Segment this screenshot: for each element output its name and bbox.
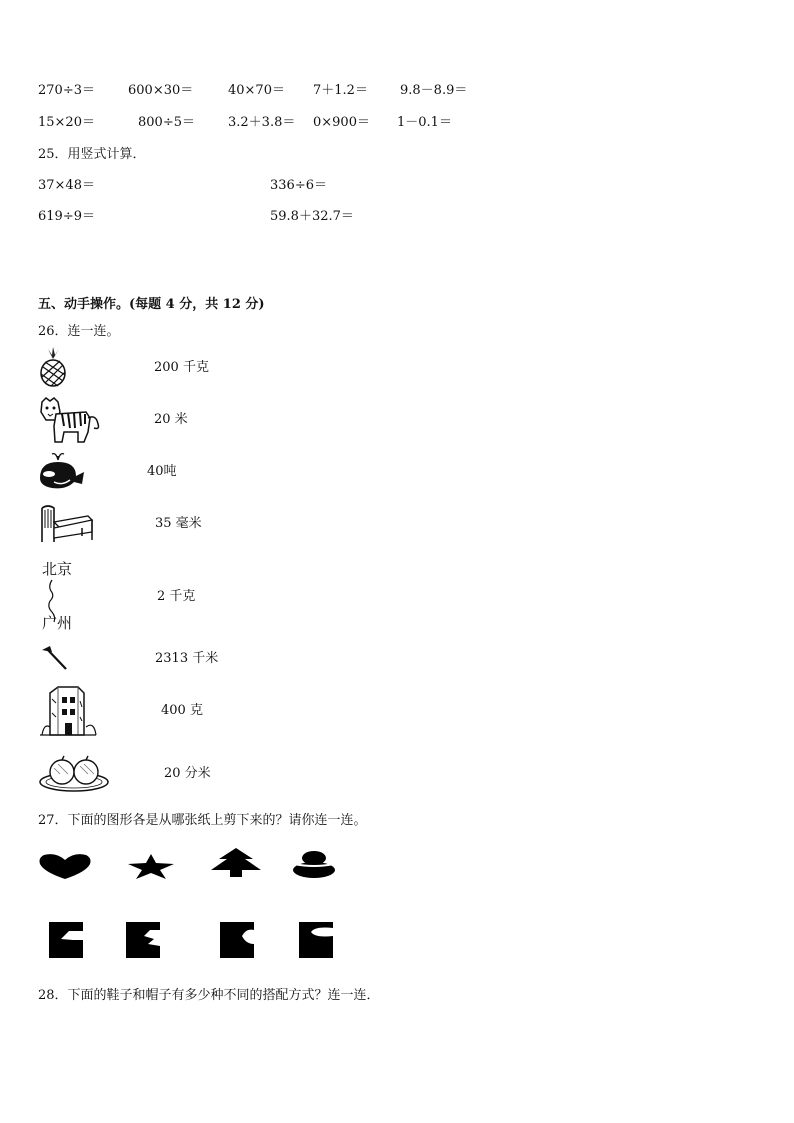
calc-item: 9.8－8.9＝ <box>400 83 468 98</box>
whale-icon <box>36 450 88 492</box>
unit-label: 400 克 <box>161 703 203 718</box>
apples-plate-icon <box>38 754 110 794</box>
paper-cut-a-icon <box>47 922 85 958</box>
q25-title: 25．用竖式计算． <box>38 147 146 162</box>
unit-label: 35 毫米 <box>155 516 202 531</box>
pineapple-icon <box>36 347 70 387</box>
mushroom-shape-icon <box>292 850 336 880</box>
paper-cut-d-icon <box>297 922 335 958</box>
bed-icon <box>38 502 94 544</box>
tiger-icon <box>38 396 102 444</box>
map-label-beijing: 北京 <box>42 560 73 578</box>
star-shape-icon <box>126 852 176 880</box>
tree-arrow-shape-icon <box>209 846 263 878</box>
route-map-icon <box>40 560 80 634</box>
vertical-calc-item: 37×48＝ <box>38 178 95 193</box>
section-5-title: 五、动手操作。(每题 4 分，共 12 分) <box>38 297 265 312</box>
unit-label: 2313 千米 <box>155 651 219 666</box>
q27-title: 27．下面的图形各是从哪张纸上剪下来的？请你连一连。 <box>38 813 367 828</box>
unit-label: 40吨 <box>147 464 177 479</box>
vertical-calc-item: 59.8＋32.7＝ <box>270 209 354 224</box>
unit-label: 200 千克 <box>154 360 209 375</box>
unit-label: 20 米 <box>154 412 188 427</box>
unit-label: 2 千克 <box>157 589 196 604</box>
calc-item: 7＋1.2＝ <box>313 83 368 98</box>
q28-title: 28．下面的鞋子和帽子有多少种不同的搭配方式？连一连． <box>38 988 380 1003</box>
calc-item: 40×70＝ <box>228 83 285 98</box>
calc-item: 600×30＝ <box>128 83 194 98</box>
q26-title: 26．连一连。 <box>38 324 120 339</box>
unit-label: 20 分米 <box>164 766 211 781</box>
calc-item: 270÷3＝ <box>38 83 95 98</box>
calc-item: 15×20＝ <box>38 115 95 130</box>
heart-shape-icon <box>38 852 92 880</box>
paper-cut-b-icon <box>124 922 162 958</box>
paper-cut-c-icon <box>218 922 256 958</box>
vertical-calc-item: 336÷6＝ <box>270 178 327 193</box>
calc-item: 3.2＋3.8＝ <box>228 115 296 130</box>
calc-item: 0×900＝ <box>313 115 370 130</box>
calc-item: 1－0.1＝ <box>397 115 452 130</box>
calc-item: 800÷5＝ <box>138 115 195 130</box>
nail-icon <box>40 644 70 672</box>
vertical-calc-item: 619÷9＝ <box>38 209 95 224</box>
map-label-guangzhou: 广州 <box>42 614 73 632</box>
building-icon <box>38 683 98 737</box>
